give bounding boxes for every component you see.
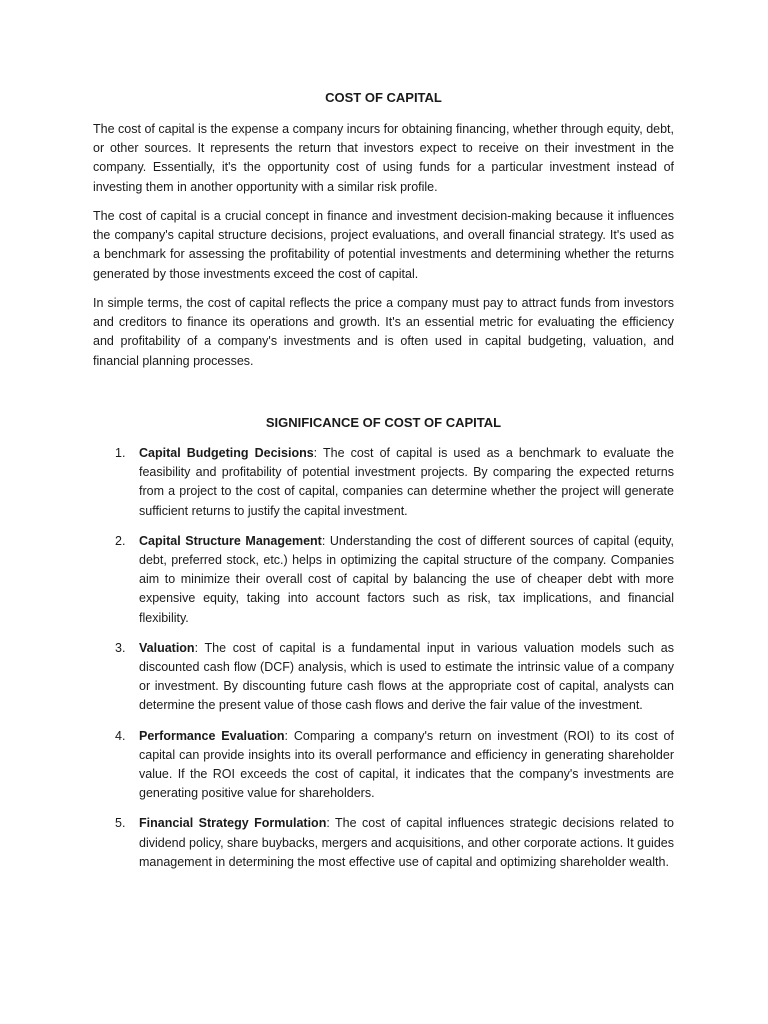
list-item-text: : The cost of capital influences strategic decisions related to dividend policy, share buybacks, mergers and acquisitions, and other corporate actions. It guides management in determining the most effective use of capital and optimizing shareholder wealth.: [139, 816, 674, 869]
list-item: [93, 639, 674, 716]
list-item-title: Valuation: [139, 640, 195, 655]
list-item-number: 3.: [115, 640, 126, 655]
list-item-title: Performance Evaluation: [139, 728, 285, 743]
list-item-title: Capital Budgeting Decisions: [139, 446, 314, 460]
paragraph-1: The cost of capital is the expense a company incurs for obtaining financing, whether through equity, debt, or other sources. It represents the return that investors expect to receive on their investment in the company. Essentially, it's the opportunity cost of using funds for a particular investment instead of investing them in another opportunity with a similar risk profile.: [93, 122, 674, 194]
list-item-number: 2.: [115, 533, 126, 548]
list-item: [93, 444, 674, 521]
paragraph-2: The cost of capital is a crucial concept in finance and investment decision-making because it influences the company's capital structure decisions, project evaluations, and overall financial strategy. It's used as a benchmark for assessing the profitability of potential investments and determining whether the returns generated by those investments exceed the cost of capital.: [93, 209, 674, 281]
list-item-number: 1.: [115, 446, 126, 460]
list-item-text: : The cost of capital is a fundamental input in various valuation models such as discounted cash flow (DCF) analysis, which is used to estimate the intrinsic value of a company or investment. By discounting future cash flows at the appropriate cost of capital, analysts can determine the present value of those cash flows and derive the fair value of the investment.: [139, 640, 674, 713]
list-item-text: : Understanding the cost of different sources of capital (equity, debt, preferred stock, etc.) helps in optimizing the capital structure of the company. Companies aim to minimize their overall cost of capital by balancing the use of cheaper debt with more expensive equity, taking into account factors such as risk, tax implications, and financial flexibility.: [139, 533, 675, 625]
list-item-title: Capital Structure Management: [139, 533, 322, 548]
list-item-number: 4.: [115, 728, 126, 743]
section-heading: SIGNIFICANCE OF COST OF CAPITAL: [265, 415, 502, 430]
list-item: [93, 532, 674, 628]
list-item-text: : The cost of capital is used as a benchmark to evaluate the feasibility and profitability of potential investment projects. By comparing the expected returns from a project to the cost of capital, companies can determine whether the project will generate sufficient returns to justify the capital investment.: [139, 446, 674, 518]
paragraph-3: In simple terms, the cost of capital reflects the price a company must pay to attract funds from investors and creditors to finance its operations and growth. It's an essential metric for evaluating the efficiency and profitability of a company's investments and is often used in capital budgeting, valuation, and financial planning processes.: [93, 296, 674, 368]
list-item: [93, 727, 674, 804]
significance-list: [93, 444, 674, 883]
list-item-number: 5.: [115, 816, 126, 831]
list-item: [93, 814, 674, 872]
page-title: COST OF CAPITAL: [325, 90, 442, 105]
list-item-title: Financial Strategy Formulation: [139, 816, 327, 831]
list-item-text: : Comparing a company's return on investment (ROI) to its cost of capital can provide insights into its overall performance and efficiency in generating shareholder value. If the ROI exceeds the cost of capital, it indicates that the company's investments are generating positive value for shareholders.: [139, 728, 674, 801]
